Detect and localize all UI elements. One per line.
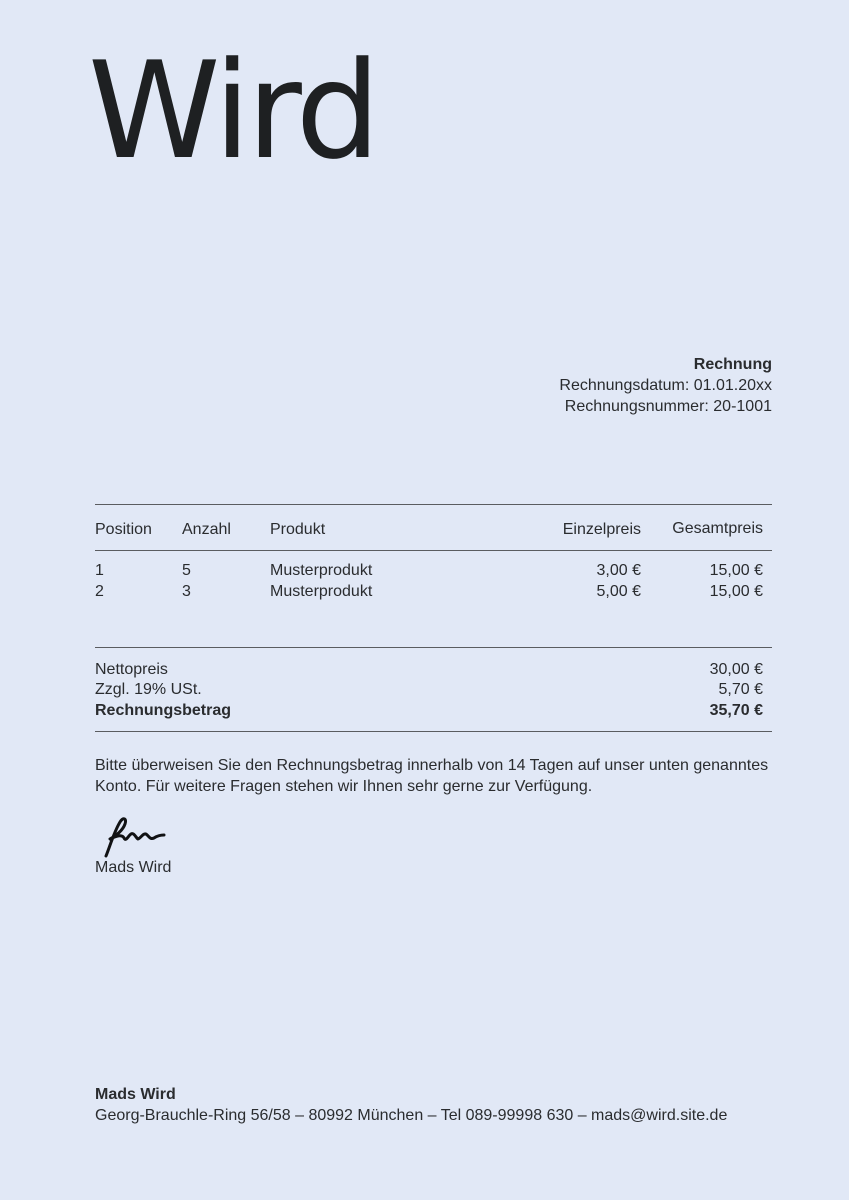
footer <box>95 1084 727 1126</box>
header-quantity: Anzahl <box>182 521 231 538</box>
row-total-price: 15,00 € <box>709 583 763 600</box>
company-logo: Wird <box>88 33 377 189</box>
net-price-value: 30,00 € <box>709 661 763 678</box>
totals-top-divider <box>95 647 772 648</box>
row-quantity: 3 <box>182 583 191 600</box>
totals-bottom-divider <box>95 731 772 732</box>
header-total-price: Gesamtpreis <box>672 520 763 537</box>
header-position: Position <box>95 521 152 538</box>
total-amount-label: Rechnungsbetrag <box>95 702 232 719</box>
net-price-label: Nettopreis <box>95 661 168 678</box>
payment-note: Bitte überweisen Sie den Rechnungsbetrag innerhalb von 14 Tagen auf unser unten genanntes Konto. Für weitere Fragen stehen wir Ihnen sehr gerne zur Verfügung. <box>95 757 769 795</box>
row-quantity: 5 <box>182 562 191 579</box>
row-total-price: 15,00 € <box>709 562 763 579</box>
vat-label: Zzgl. 19% USt. <box>95 681 202 698</box>
row-product: Musterprodukt <box>270 562 373 579</box>
row-product: Musterprodukt <box>270 583 373 600</box>
header-product: Produkt <box>270 521 326 538</box>
table-header-divider <box>95 550 772 551</box>
signer-name: Mads Wird <box>95 859 172 876</box>
row-unit-price: 5,00 € <box>596 583 641 600</box>
invoice-date: Rechnungsdatum: 01.01.20xx <box>559 377 772 394</box>
invoice-meta <box>559 354 772 417</box>
vat-value: 5,70 € <box>718 681 763 698</box>
row-position: 1 <box>95 562 104 579</box>
row-unit-price: 3,00 € <box>596 562 641 579</box>
signature-image <box>96 812 168 862</box>
invoice-number: Rechnungsnummer: 20-1001 <box>564 398 772 415</box>
header-unit-price: Einzelpreis <box>562 521 641 538</box>
row-position: 2 <box>95 583 104 600</box>
footer-name: Mads Wird <box>95 1086 176 1103</box>
table-top-divider <box>95 504 772 505</box>
invoice-title: Rechnung <box>693 356 772 373</box>
total-amount-value: 35,70 € <box>709 702 763 719</box>
footer-contact: Georg-Brauchle-Ring 56/58 – 80992 München – Tel 089-99998 630 – mads@wird.site.de <box>95 1107 728 1124</box>
